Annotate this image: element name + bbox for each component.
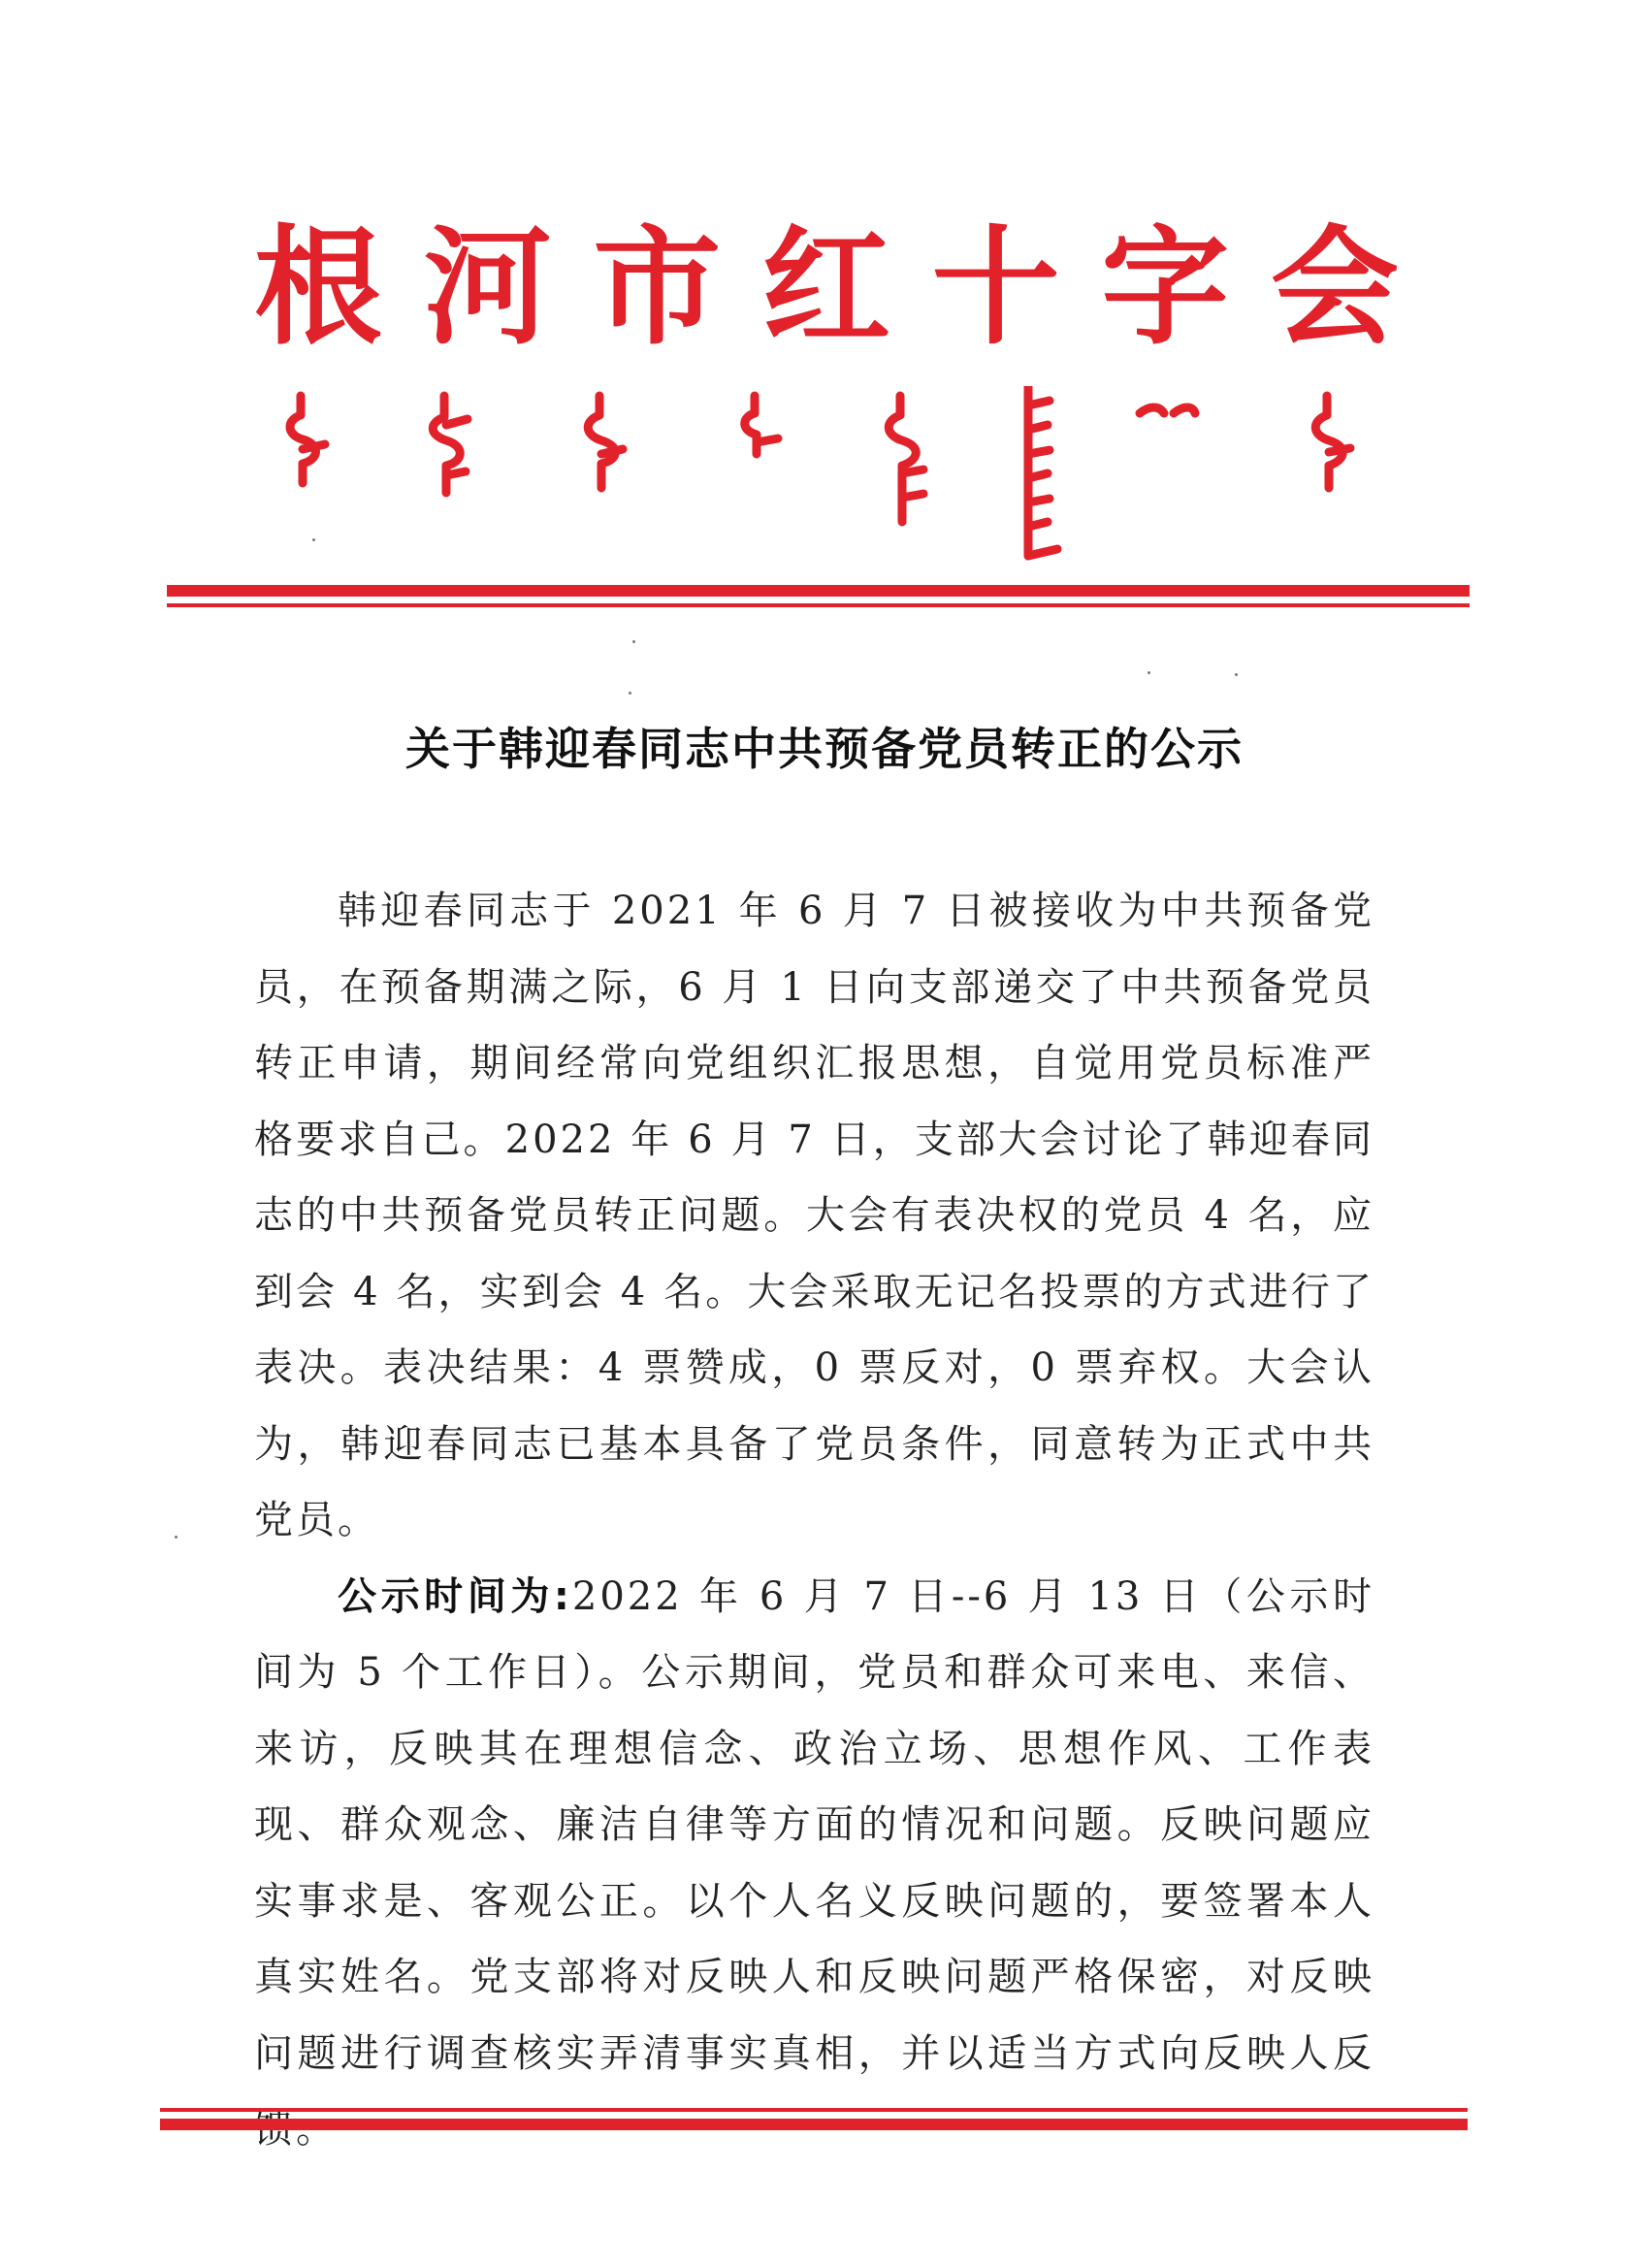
letterhead-mongolian-script (262, 386, 1397, 570)
mongolian-word (433, 396, 468, 493)
body-paragraph (254, 1559, 1374, 2168)
letterhead-char: 根 (254, 212, 382, 363)
header-rule-thick (167, 585, 1470, 597)
letterhead-char: 红 (761, 212, 890, 363)
letterhead-char: 十 (931, 212, 1060, 363)
mongolian-word (1140, 407, 1195, 413)
mongolian-word (889, 396, 923, 522)
mongolian-word (1028, 386, 1057, 556)
mongolian-word (290, 396, 325, 483)
notice-period-text: 2022 年 6 月 7 日--6 月 13 日（公示时间为 5 个工作日）。公示期间，党员和群众可来电、来信、来访，反映其在理想信念、政治立场、思想作风、工作表现、群众观念、廉洁自律等方面的情况和问题。反映问题应实事求是、客观公正。以个人名义反映问题的，要签署本人真实姓名。党支部将对反映人和反映问题严格保密，对反映问题进行调查核实弄清事实真相，并以适当方式向反映人反 (254, 1573, 1374, 2076)
letterhead-org-name (254, 212, 1399, 363)
scan-speck (629, 692, 631, 695)
scan-speck (632, 640, 635, 643)
body-paragraph: 韩迎春同志于 2021 年 6 月 7 日被接收为中共预备党员，在预备期满之际，6 月 1 日向支部递交了中共预备党员转正申请，期间经常向党组织汇报思想，自觉用党员标准严格要求自己。2022 年 6 月 7 日，支部大会讨论了韩迎春同志的中共预备党员转正问题。大会有表决权的党员 4 名，应到会 4 名，实到会 4 名。大会采取无记名投票的方式进行了表决。表决结果：4 票赞成，0 票反对，0 票弃权。大会认为，韩迎春同志已基本具备了党员条件，同意转为正式中共党员。 (254, 889, 1374, 1542)
letterhead-char: 市 (593, 212, 722, 363)
scan-speck (1148, 671, 1150, 674)
footer-rule-thin (160, 2108, 1468, 2112)
mongolian-word (745, 396, 778, 454)
mongolian-word (588, 396, 623, 488)
header-rule-thin (167, 603, 1470, 607)
notice-period-label: 公示时间为: (338, 1573, 572, 1619)
scan-speck (1235, 673, 1238, 676)
mongolian-word (1315, 396, 1350, 488)
letterhead-char: 字 (1101, 212, 1230, 363)
scan-speck (175, 1536, 178, 1539)
footer-rule-thick (160, 2119, 1468, 2130)
letterhead-char: 会 (1270, 212, 1399, 363)
letterhead-char: 河 (423, 212, 552, 363)
scan-speck (312, 538, 315, 541)
document-body (254, 873, 1374, 2168)
page-title: 关于韩迎春同志中共预备党员转正的公示 (405, 723, 1244, 775)
